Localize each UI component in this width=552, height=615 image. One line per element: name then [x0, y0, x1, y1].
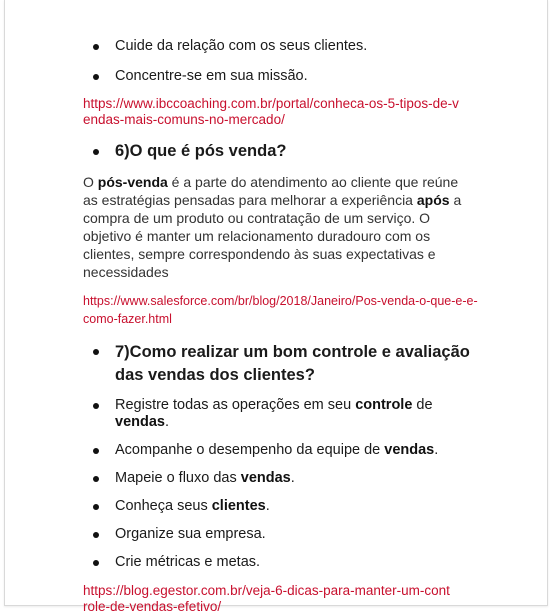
document-content [83, 38, 483, 615]
list-item: Mapeie o fluxo das vendas. [83, 470, 483, 487]
list-item: Conheça seus clientes. [83, 498, 483, 515]
section-7-heading: 7)Como realizar um bom controle e avaliação das vendas dos clientes? [83, 341, 485, 387]
list-item: Cuide da relação com os seus clientes. [83, 38, 483, 55]
pos-venda-paragraph: O pós-venda é a parte do atendimento ao cliente que reúne as estratégias pensadas para melhorar a experiência após a compra de um produto ou contratação de um serviço. O objetivo é manter um relacionamento duradouro com os clientes, sempre correspondendo às suas expectativas e necessidades [83, 174, 462, 280]
section-6-heading: 6)O que é pós venda? [83, 141, 483, 162]
salesforce-link[interactable]: https://www.salesforce.com/br/blog/2018/Janeiro/Pos-venda-o-que-e-e-como-fazer.html [83, 294, 478, 326]
list-item: Acompanhe o desempenho da equipe de vendas. [83, 442, 483, 459]
document-page [4, 0, 548, 614]
list-item: Crie métricas e metas. [83, 554, 483, 571]
list-item: Organize sua empresa. [83, 526, 483, 543]
egestor-link[interactable]: https://blog.egestor.com.br/veja-6-dicas-para-manter-um-controle-de-vendas-efetivo/ [83, 583, 450, 614]
section-7-bullet-list [83, 397, 483, 571]
list-item: Registre todas as operações em seu controle de vendas. [83, 397, 483, 431]
list-item: Concentre-se em sua missão. [83, 68, 483, 85]
top-bullet-list [83, 38, 483, 85]
ibccoaching-link[interactable]: https://www.ibccoaching.com.br/portal/conheca-os-5-tipos-de-vendas-mais-comuns-no-mercado/ [83, 96, 459, 127]
